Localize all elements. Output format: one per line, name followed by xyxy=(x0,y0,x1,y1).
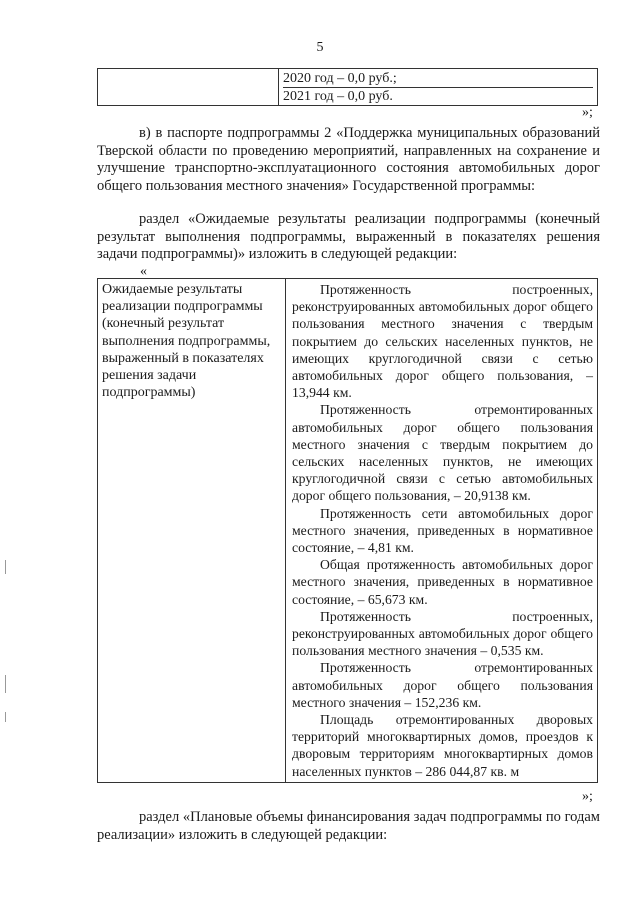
expected-results-table xyxy=(97,278,598,783)
closing-quote: »; xyxy=(582,789,593,804)
paragraph-amendment-b: в) в паспорте подпрограммы 2 «Поддержка муниципальных образований Тверской области по проведению мероприятий, направленных на сохранение и улучшение транспортно-эксплуатационного состояния автомобильных дорог общего пользования местного значения» Государственной программы: xyxy=(97,125,600,194)
result-item: Протяженность построенных, реконструированных автомобильных дорог общего пользования местного значения с твердым покрытием до сельских населенных пунктов, не имеющих круглогодичной связи с сетью автомобильных дорог общего пользования, – 13,944 км. xyxy=(292,282,593,401)
closing-quote: »; xyxy=(582,105,593,120)
scan-artifact xyxy=(5,560,6,574)
budget-table-years-cell xyxy=(279,69,598,106)
result-item: Протяженность построенных, реконструированных автомобильных дорог общего пользования местного значения – 0,535 км. xyxy=(292,608,593,659)
scan-artifact xyxy=(5,675,6,693)
expected-results-label: Ожидаемые результаты реализации подпрограммы (конечный результат выполнения подпрограммы, выраженный в показателях решения задачи подпрограммы) xyxy=(98,279,286,783)
budget-row-2021: 2021 год – 0,0 руб. xyxy=(283,87,593,105)
result-item: Общая протяженность автомобильных дорог местного значения, приведенных в нормативное состояние, – 65,673 км. xyxy=(292,557,593,607)
scan-artifact xyxy=(5,712,6,722)
budget-row-2020: 2020 год – 0,0 руб.; xyxy=(283,71,397,86)
paragraph-financing-section: раздел «Плановые объемы финансирования задач подпрограммы по годам реализации» изложить в следующей редакции: xyxy=(97,809,600,843)
page-number: 5 xyxy=(316,40,324,55)
result-item: Протяженность отремонтированных автомобильных дорог общего пользования местного значения с твердым покрытием до сельских населенных пунктов, не имеющих круглогодичной связи с сетью автомобильных дорог общего пользования, – 20,9138 км. xyxy=(292,402,593,504)
expected-results-list xyxy=(286,279,598,783)
result-item: Протяженность сети автомобильных дорог местного значения, приведенных в нормативное состояние, – 4,81 км. xyxy=(292,505,593,556)
result-item: Площадь отремонтированных дворовых территорий многоквартирных домов, проездов к дворовым территориям многоквартирных домов населенных пунктов – 286 044,87 кв. м xyxy=(292,712,593,779)
budget-table-empty-cell xyxy=(98,69,279,106)
result-item: Протяженность отремонтированных автомобильных дорог общего пользования местного значения – 152,236 км. xyxy=(292,660,593,710)
paragraph-results-section: раздел «Ожидаемые результаты реализации подпрограммы (конечный результат выполнения подпрограммы, выраженный в показателях решения задачи подпрограммы)» изложить в следующей редакции: xyxy=(97,211,600,263)
budget-table-fragment xyxy=(97,68,598,106)
opening-quote: « xyxy=(140,264,147,279)
